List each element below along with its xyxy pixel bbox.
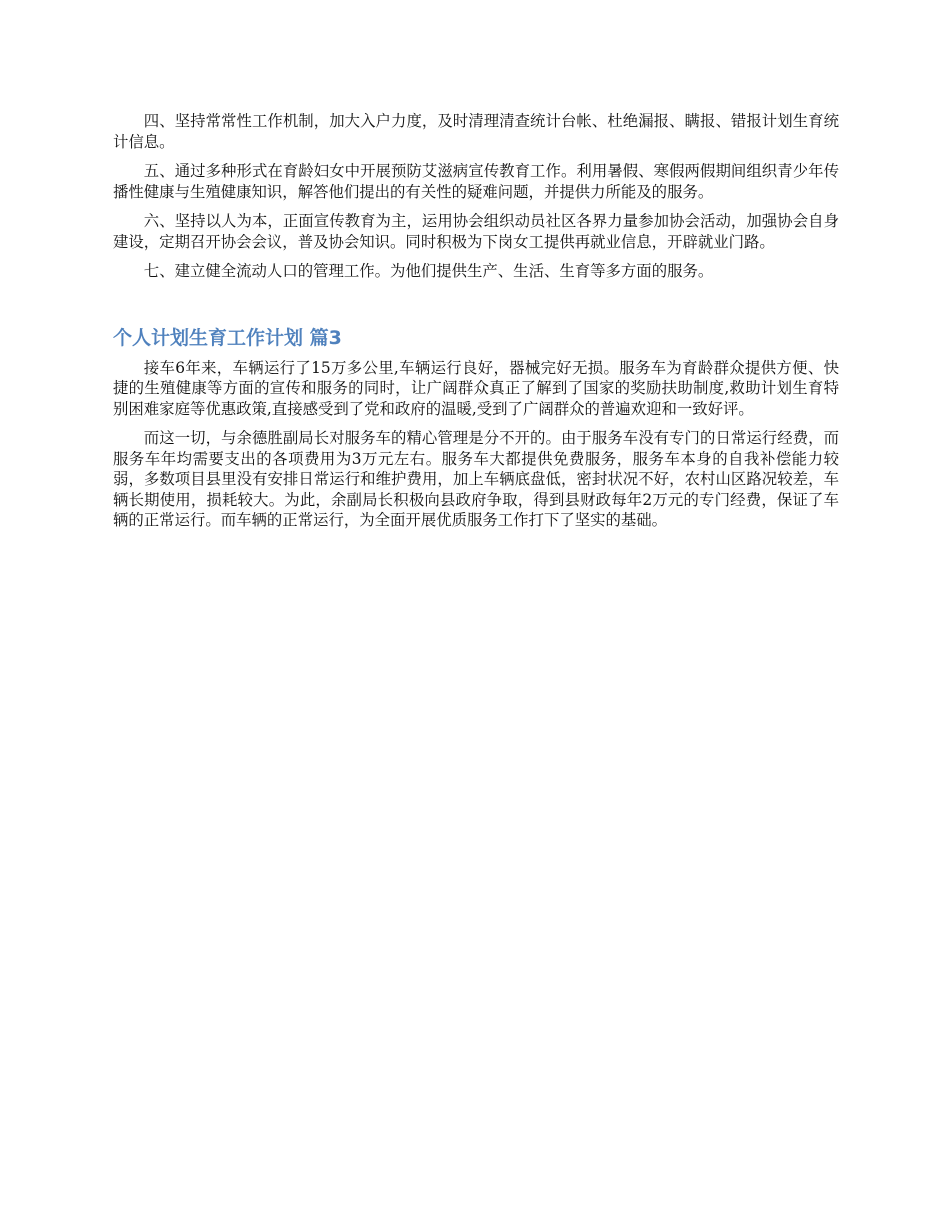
section-spacer xyxy=(113,291,839,324)
paragraph-item-5: 五、通过多种形式在育龄妇女中开展预防艾滋病宣传教育工作。利用暑假、寒假两假期间组织青少年传播性健康与生殖健康知识，解答他们提出的有关性的疑难问题，并提供力所能及的服务。 xyxy=(113,162,839,201)
paragraph-item-6: 六、坚持以人为本，正面宣传教育为主，运用协会组织动员社区各界力量参加协会活动，加强协会自身建设，定期召开协会会议，普及协会知识。同时积极为下岗女工提供再就业信息，开辟就业门路。 xyxy=(113,212,839,251)
section-heading: 个人计划生育工作计划 篇3 xyxy=(113,326,342,349)
paragraph-vehicle-service: 接车6年来，车辆运行了15万多公里,车辆运行良好，器械完好无损。服务车为育龄群众提供方便、快捷的生殖健康等方面的宣传和服务的同时，让广阔群众真正了解到了国家的奖励扶助制度,救助计划生育特别困难家庭等优惠政策,直接感受到了党和政府的温暖,受到了广阔群众的普遍欢迎和一致好评。 xyxy=(113,358,839,418)
paragraph-item-7: 七、建立健全流动人口的管理工作。为他们提供生产、生活、生育等多方面的服务。 xyxy=(143,262,714,280)
document-page xyxy=(113,111,839,540)
paragraph-item-4: 四、坚持常常性工作机制，加大入户力度，及时清理清查统计台帐、杜绝漏报、瞒报、错报计划生育统计信息。 xyxy=(113,112,839,151)
paragraph-vehicle-management: 而这一切，与余德胜副局长对服务车的精心管理是分不开的。由于服务车没有专门的日常运行经费，而服务车年均需要支出的各项费用为3万元左右。服务车大都提供免费服务，服务车本身的自我补偿能力较弱，多数项目县里没有安排日常运行和维护费用，加上车辆底盘低，密封状况不好，农村山区路况较差，车辆长期使用，损耗较大。为此，余副局长积极向县政府争取，得到县财政每年2万元的专门经费，保证了车辆的正常运行。而车辆的正常运行，为全面开展优质服务工作打下了坚实的基础。 xyxy=(113,429,839,529)
